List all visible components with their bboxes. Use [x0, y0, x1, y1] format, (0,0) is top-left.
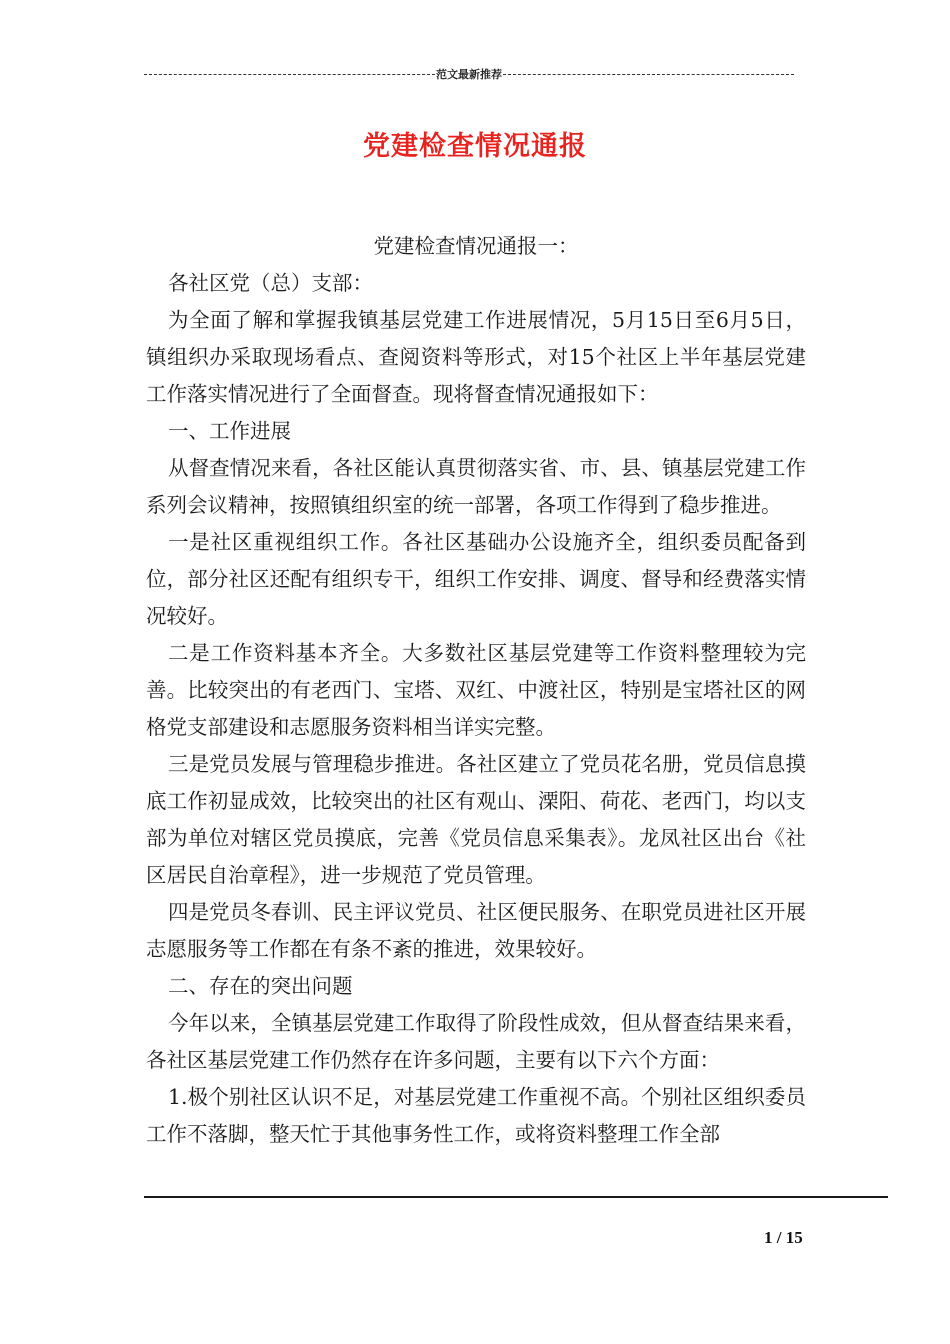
document-title: 党建检查情况通报 — [363, 131, 587, 162]
paragraph-problems-intro: 今年以来，全镇基层党建工作取得了阶段性成效，但从督查结果来看，各社区基层党建工作仍然存在许多问题，主要有以下六个方面： — [146, 1011, 806, 1072]
header-dash-left — [144, 74, 435, 75]
header-text: 范文最新推荐 — [436, 69, 502, 81]
header-dash-right — [503, 74, 794, 75]
paragraph-point-1: 一是社区重视组织工作。各社区基础办公设施齐全，组织委员配备到位，部分社区还配有组织专干，组织工作安排、调度、督导和经费落实情况较好。 — [146, 530, 806, 628]
document-body — [146, 228, 806, 1153]
paragraph-overview: 从督查情况来看，各社区能认真贯彻落实省、市、县、镇基层党建工作系列会议精神，按照镇组织室的统一部署，各项工作得到了稳步推进。 — [146, 456, 806, 517]
page-number: 1 / 15 — [764, 1228, 803, 1247]
footer-rule — [144, 1196, 888, 1198]
paragraph-problem-1: 1.极个别社区认识不足，对基层党建工作重视不高。个别社区组织委员工作不落脚，整天忙于其他事务性工作，或将资料整理工作全部 — [146, 1085, 806, 1146]
document-subtitle: 党建检查情况通报一： — [373, 234, 579, 258]
paragraph-point-4: 四是党员冬春训、民主评议党员、社区便民服务、在职党员进社区开展志愿服务等工作都在有条不紊的推进，效果较好。 — [146, 900, 806, 961]
section-heading-problems: 二、存在的突出问题 — [168, 974, 353, 998]
section-heading-progress: 一、工作进展 — [168, 419, 291, 443]
paragraph-point-3: 三是党员发展与管理稳步推进。各社区建立了党员花名册，党员信息摸底工作初显成效，比较突出的社区有观山、溧阳、荷花、老西门，均以支部为单位对辖区党员摸底，完善《党员信息采集表》。龙凤社区出台《社区居民自治章程》，进一步规范了党员管理。 — [146, 752, 806, 887]
paragraph-intro: 为全面了解和掌握我镇基层党建工作进展情况，5月15日至6月5日，镇组织办采取现场看点、查阅资料等形式，对15个社区上半年基层党建工作落实情况进行了全面督查。现将督查情况通报如下： — [146, 308, 806, 406]
salutation: 各社区党（总）支部： — [168, 271, 373, 295]
paragraph-point-2: 二是工作资料基本齐全。大多数社区基层党建等工作资料整理较为完善。比较突出的有老西门、宝塔、双红、中渡社区，特别是宝塔社区的网格党支部建设和志愿服务资料相当详实完整。 — [146, 641, 806, 739]
page-header — [144, 66, 794, 82]
